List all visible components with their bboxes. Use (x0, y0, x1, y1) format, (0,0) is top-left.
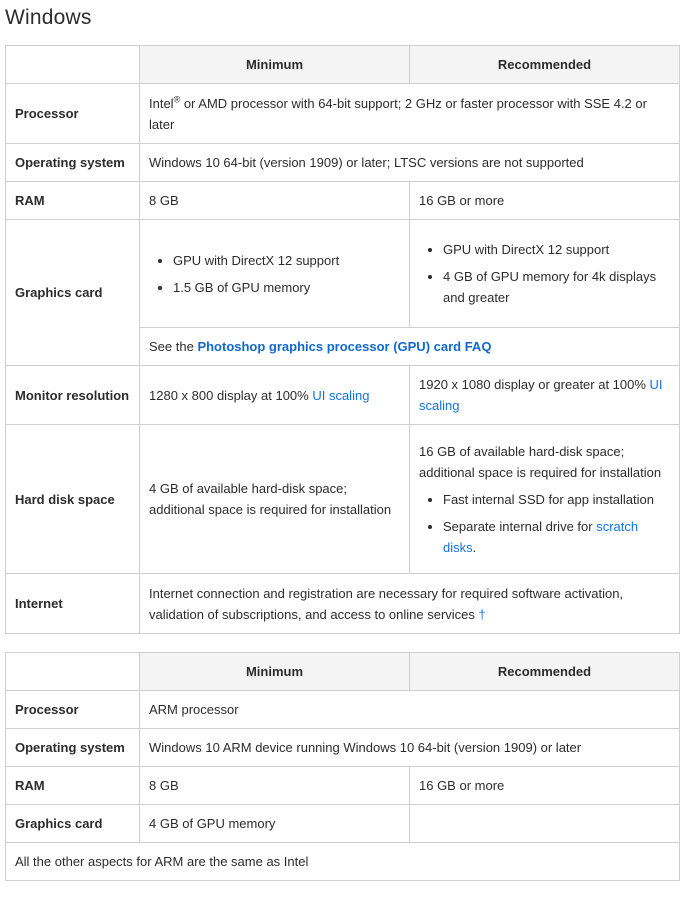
graphics-minimum: 4 GB of GPU memory (140, 805, 410, 843)
monitor-minimum (140, 366, 410, 425)
monitor-minimum-text: 1280 x 800 display at 100% (149, 387, 313, 403)
scratch-period: . (472, 539, 477, 555)
disk-recommended-intro: 16 GB of available hard-disk space; additional space is required for installation (419, 443, 662, 480)
disk-recommended (410, 425, 680, 574)
dagger-footnote-link[interactable]: † (478, 606, 486, 622)
arm-requirements-table (5, 652, 680, 881)
row-label-monitor: Monitor resolution (6, 366, 140, 425)
table-row-ram (6, 767, 680, 805)
table-row-os (6, 729, 680, 767)
row-label-graphics: Graphics card (6, 220, 140, 366)
row-label-ram: RAM (6, 182, 140, 220)
row-label-disk: Hard disk space (6, 425, 140, 574)
table-row-processor (6, 84, 680, 144)
ram-recommended: 16 GB or more (410, 182, 680, 220)
table-row-ram (6, 182, 680, 220)
scratch-text: Separate internal drive for (443, 518, 597, 534)
registered-mark: ® (173, 94, 181, 105)
disk-minimum: 4 GB of available hard-disk space; additional space is required for installation (140, 425, 410, 574)
list-item: • Fast internal SSD for app installation (443, 489, 670, 510)
header-recommended: Recommended (410, 46, 680, 84)
row-label-os: Operating system (6, 144, 140, 182)
row-label-os: Operating system (6, 729, 140, 767)
processor-value (140, 84, 680, 144)
table-row-processor (6, 691, 680, 729)
table-row-disk (6, 425, 680, 574)
ui-scaling-link[interactable]: UI scaling (312, 387, 370, 403)
row-label-processor: Processor (6, 691, 140, 729)
page-title: Windows (5, 6, 92, 29)
list-item: • 4 GB of GPU memory for 4k displays and greater (443, 266, 670, 308)
processor-text-2: or AMD processor with 64-bit support; 2 GHz or faster processor with SSE 4.2 or later (149, 95, 647, 132)
ram-recommended: 16 GB or more (410, 767, 680, 805)
header-blank-cell (6, 46, 140, 84)
arm-note: All the other aspects for ARM are the same as Intel (6, 843, 680, 881)
row-label-internet: Internet (6, 574, 140, 634)
table-row-internet (6, 574, 680, 634)
internet-value (140, 574, 680, 634)
table-header-row (6, 653, 680, 691)
os-value: Windows 10 ARM device running Windows 10 64-bit (version 1909) or later (140, 729, 680, 767)
table-header-row (6, 46, 680, 84)
ui-scaling-link[interactable]: UI scaling (419, 377, 663, 413)
monitor-recommended-text: 1920 x 1080 display or greater at 100% (419, 377, 650, 392)
list-item: • 1.5 GB of GPU memory (173, 277, 400, 298)
gpu-faq-prefix: See the (149, 339, 198, 354)
header-blank-cell (6, 653, 140, 691)
graphics-recommended (410, 220, 680, 328)
intel-requirements-table (5, 45, 680, 634)
gpu-faq-link[interactable]: Photoshop graphics processor (GPU) card FAQ (197, 339, 492, 354)
gpu-faq-cell (140, 328, 680, 366)
ram-minimum: 8 GB (140, 182, 410, 220)
graphics-recommended-list (419, 239, 670, 308)
table-row-graphics (6, 805, 680, 843)
table-row-monitor (6, 366, 680, 425)
list-item: • GPU with DirectX 12 support (443, 239, 670, 260)
row-label-ram: RAM (6, 767, 140, 805)
os-value: Windows 10 64-bit (version 1909) or later; LTSC versions are not supported (140, 144, 680, 182)
disk-recommended-list (419, 489, 670, 558)
list-item (443, 516, 670, 558)
processor-text-1: Intel (149, 95, 174, 111)
table-row-graphics (6, 220, 680, 328)
table-row-os (6, 144, 680, 182)
row-label-graphics: Graphics card (6, 805, 140, 843)
processor-value: ARM processor (140, 691, 680, 729)
list-item: • GPU with DirectX 12 support (173, 250, 400, 271)
graphics-recommended (410, 805, 680, 843)
graphics-minimum (140, 220, 410, 328)
scratch-disks-link[interactable]: scratch disks (443, 518, 639, 555)
table-row-note (6, 843, 680, 881)
ram-minimum: 8 GB (140, 767, 410, 805)
header-minimum: Minimum (140, 653, 410, 691)
graphics-minimum-list (149, 250, 400, 298)
monitor-recommended (410, 366, 680, 425)
internet-text: Internet connection and registration are necessary for required software activation, validation of subscriptions, and access to online services (149, 585, 624, 622)
row-label-processor: Processor (6, 84, 140, 144)
header-minimum: Minimum (140, 46, 410, 84)
header-recommended: Recommended (410, 653, 680, 691)
